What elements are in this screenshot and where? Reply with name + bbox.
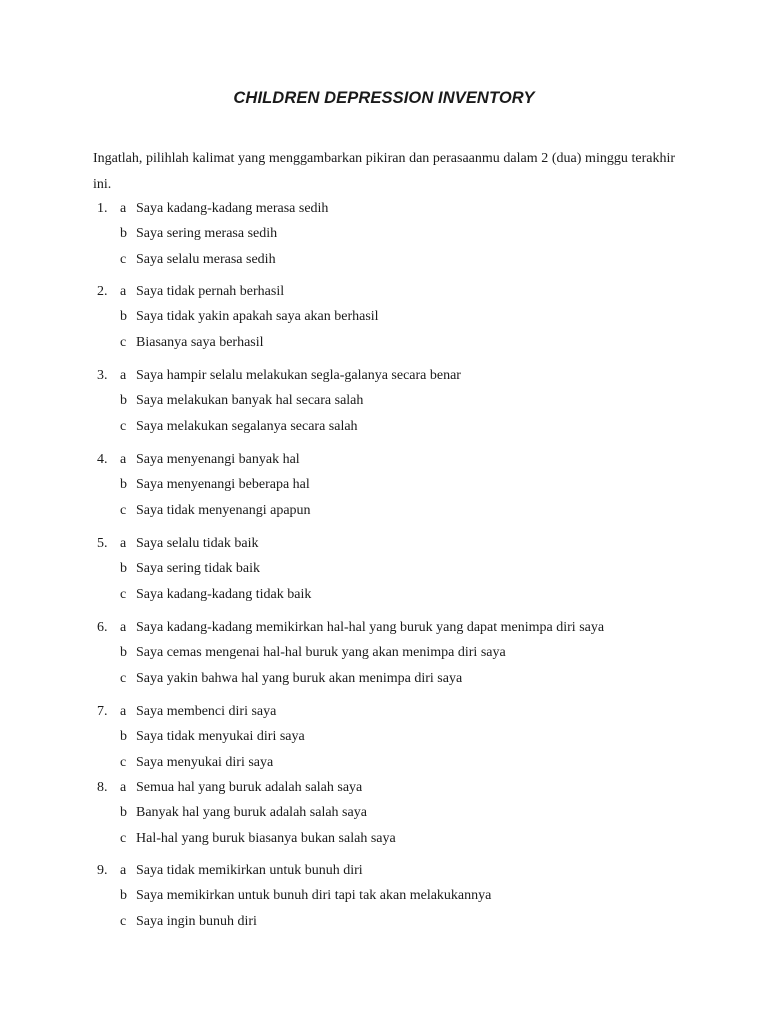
option-letter: b xyxy=(120,226,127,242)
option-letter: c xyxy=(120,251,127,267)
option-text: Saya tidak pernah berhasil xyxy=(136,284,285,299)
option-text: Saya tidak menyukai diri saya xyxy=(136,729,305,745)
option-text: Saya cemas mengenai hal-hal buruk yang akan menimpa diri saya xyxy=(136,645,506,661)
option-letter: b xyxy=(120,561,127,577)
option-letter: a xyxy=(120,780,127,795)
option-letter: b xyxy=(120,805,127,821)
option-letter: a xyxy=(120,704,127,719)
option-letter: c xyxy=(120,754,127,770)
question-number: 8. xyxy=(97,780,108,795)
option-letter: a xyxy=(120,620,127,635)
intro-paragraph: Ingatlah, pilihlah kalimat yang menggambarkan pikiran dan perasaanmu dalam 2 (dua) minggu terakhir ini. xyxy=(93,151,675,192)
option-text: Semua hal yang buruk adalah salah saya xyxy=(136,780,363,795)
option-text: Saya kadang-kadang tidak baik xyxy=(136,586,312,602)
question-number: 3. xyxy=(97,368,108,383)
question-number: 5. xyxy=(97,536,108,551)
option-text: Saya tidak menyenangi apapun xyxy=(136,502,311,518)
option-text: Saya tidak yakin apakah saya akan berhasil xyxy=(136,309,379,325)
option-text: Saya ingin bunuh diri xyxy=(136,913,257,929)
option-letter: a xyxy=(120,452,127,467)
option-letter: c xyxy=(120,913,127,929)
option-text: Saya hampir selalu melakukan segla-galanya secara benar xyxy=(136,368,461,383)
option-letter: b xyxy=(120,477,127,493)
option-letter: a xyxy=(120,368,127,383)
option-letter: b xyxy=(120,309,127,325)
option-letter: c xyxy=(120,830,127,846)
option-letter: b xyxy=(120,393,127,409)
option-letter: c xyxy=(120,418,127,434)
option-text: Saya melakukan banyak hal secara salah xyxy=(136,393,364,409)
option-letter: b xyxy=(120,645,127,661)
option-text: Saya sering tidak baik xyxy=(136,561,261,577)
option-text: Saya memikirkan untuk bunuh diri tapi tak akan melakukannya xyxy=(136,888,492,904)
option-text: Saya yakin bahwa hal yang buruk akan menimpa diri saya xyxy=(136,670,463,686)
option-text: Saya membenci diri saya xyxy=(136,704,277,719)
option-letter: c xyxy=(120,502,127,518)
option-text: Biasanya saya berhasil xyxy=(136,334,264,350)
question-number: 7. xyxy=(97,704,108,719)
option-text: Saya melakukan segalanya secara salah xyxy=(136,418,358,434)
option-letter: a xyxy=(120,863,127,878)
option-text: Saya kadang-kadang memikirkan hal-hal yang buruk yang dapat menimpa diri saya xyxy=(136,620,605,635)
question-number: 6. xyxy=(97,620,108,635)
option-text: Saya menyenangi banyak hal xyxy=(136,452,300,467)
question-number: 2. xyxy=(97,284,108,299)
question-number: 1. xyxy=(97,201,108,216)
option-text: Hal-hal yang buruk biasanya bukan salah saya xyxy=(136,830,396,846)
option-text: Saya tidak memikirkan untuk bunuh diri xyxy=(136,863,363,878)
option-letter: c xyxy=(120,670,127,686)
option-letter: b xyxy=(120,729,127,745)
option-letter: a xyxy=(120,201,127,216)
option-text: Banyak hal yang buruk adalah salah saya xyxy=(136,805,367,821)
option-letter: c xyxy=(120,586,127,602)
option-letter: c xyxy=(120,334,127,350)
option-text: Saya selalu merasa sedih xyxy=(136,251,276,267)
option-letter: a xyxy=(120,536,127,551)
question-number: 4. xyxy=(97,452,108,467)
option-letter: a xyxy=(120,284,127,299)
page-title: CHILDREN DEPRESSION INVENTORY xyxy=(233,89,535,107)
option-letter: b xyxy=(120,888,127,904)
option-text: Saya sering merasa sedih xyxy=(136,226,278,242)
option-text: Saya menyenangi beberapa hal xyxy=(136,477,310,493)
option-text: Saya kadang-kadang merasa sedih xyxy=(136,201,329,216)
option-text: Saya menyukai diri saya xyxy=(136,754,274,770)
option-text: Saya selalu tidak baik xyxy=(136,536,259,551)
question-number: 9. xyxy=(97,863,108,878)
